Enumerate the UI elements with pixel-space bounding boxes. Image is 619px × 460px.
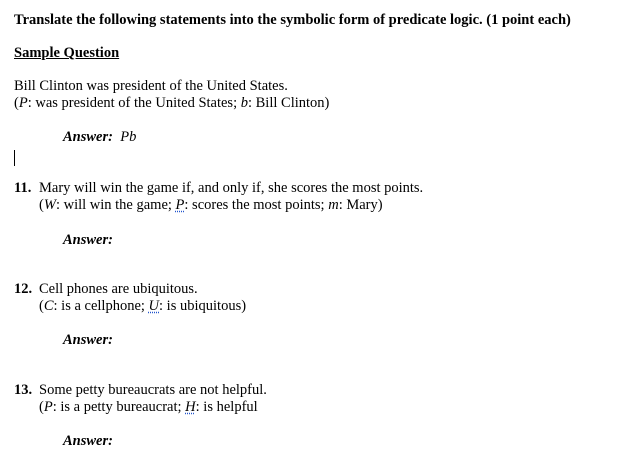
question-12-answer-label: Answer:	[63, 332, 113, 348]
sample-answer-label: Answer:	[63, 129, 113, 145]
q11-key-text-m: : Mary)	[338, 197, 383, 213]
sample-statement: Bill Clinton was president of the United States.	[14, 78, 288, 94]
question-13-answer-label: Answer:	[63, 433, 113, 449]
question-11-number: 11.	[14, 180, 32, 196]
q13-key-symbol-p: P	[43, 399, 53, 415]
q11-key-open: (	[39, 197, 44, 213]
question-11-answer-label: Answer:	[63, 232, 113, 248]
question-13-statement	[14, 382, 267, 398]
sample-key-pred-text: : was president of the United States;	[27, 95, 241, 111]
sample-key-open: (	[14, 95, 19, 111]
sample-answer-value: Pb	[120, 129, 137, 145]
question-12-statement	[14, 281, 198, 297]
q12-key-symbol-u: U	[148, 298, 160, 314]
q11-key-symbol-w: W	[43, 197, 56, 213]
q13-key-text-p: : is a petty bureaucrat;	[52, 399, 186, 415]
question-12-key	[39, 298, 246, 314]
question-12-text: Cell phones are ubiquitous.	[39, 281, 198, 297]
q12-key-text-c: : is a cellphone;	[53, 298, 149, 314]
q11-key-text-p: : scores the most points;	[184, 197, 329, 213]
instructions-heading: Translate the following statements into the symbolic form of predicate logic. (1 point each)	[14, 12, 571, 28]
q12-key-text-u: : is ubiquitous)	[159, 298, 247, 314]
sample-heading: Sample Question	[14, 45, 120, 61]
q12-key-symbol-c: C	[43, 298, 54, 314]
sample-answer	[63, 129, 136, 145]
sample-key-pred-symbol: P	[18, 95, 28, 111]
sample-key-const-text: : Bill Clinton)	[247, 95, 330, 111]
question-13-key	[39, 399, 258, 415]
q11-key-symbol-m: m	[328, 197, 339, 213]
text-cursor	[14, 150, 15, 166]
question-13-text: Some petty bureaucrats are not helpful.	[39, 382, 267, 398]
question-13-number: 13.	[14, 382, 33, 398]
question-11-statement	[14, 180, 423, 196]
sample-key-const-symbol: b	[240, 95, 248, 111]
sample-key	[14, 95, 329, 111]
question-12-number: 12.	[14, 281, 33, 297]
q13-key-symbol-h: H	[185, 399, 196, 415]
question-11-text: Mary will win the game if, and only if, she scores the most points.	[39, 180, 424, 196]
q13-key-open: (	[39, 399, 44, 415]
q11-key-text-w: : will win the game;	[55, 197, 176, 213]
question-11-key	[39, 197, 383, 213]
q11-key-symbol-p: P	[175, 197, 185, 213]
q12-key-open: (	[39, 298, 44, 314]
q13-key-text-h: : is helpful	[195, 399, 258, 415]
